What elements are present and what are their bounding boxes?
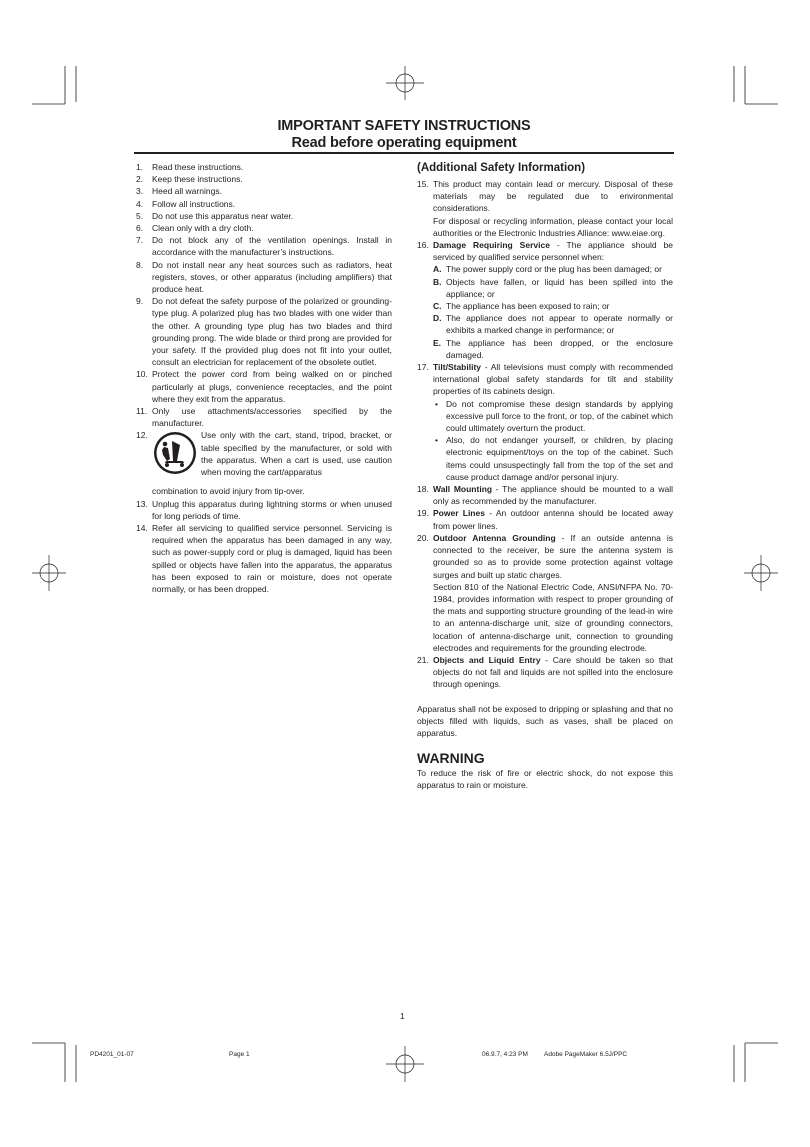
item-text: Do not install near any heat sources such as radiators, heat registers, stoves, or other apparatus (including amplifiers) that produce heat. [152, 259, 392, 295]
page-title: IMPORTANT SAFETY INSTRUCTIONS [277, 118, 531, 134]
sub-item-text: Objects have fallen, or liquid has been spilled into the appliance; or [446, 276, 673, 299]
item-number: 3. [136, 186, 144, 197]
instruction-item [136, 405, 392, 429]
registration-mark-left [32, 555, 66, 591]
sub-item-letter: E. [433, 337, 442, 348]
item-label: Objects and Liquid Entry [433, 654, 541, 665]
sub-item-text: The appliance has been exposed to rain; or [446, 301, 610, 312]
item-number: 7. [136, 235, 144, 246]
instruction-item [136, 498, 392, 522]
item-number: 16. [417, 240, 429, 251]
sub-item-text: The power supply cord or the plug has been damaged; or [446, 264, 662, 275]
item-number: 9. [136, 296, 144, 307]
registration-mark-top [386, 66, 424, 100]
instruction-item [136, 234, 392, 258]
bullet-item [433, 434, 673, 483]
item-text-disposal: For disposal or recycling information, please contact your local authorities or the Electronic Industries Alliance: www.eiae.org. [433, 215, 673, 238]
item-number: 10. [136, 369, 148, 380]
item-text: - Care should be taken so that objects do not fall and liquids are not spilled into the enclosure through openings. [433, 654, 673, 690]
item-number: 8. [136, 259, 144, 270]
sub-item-text: The appliance has been dropped, or the enclosure damaged. [446, 337, 673, 360]
instruction-item [136, 198, 392, 210]
item-number: 5. [136, 210, 144, 221]
bullet-list [433, 398, 673, 483]
registration-mark-right [744, 555, 778, 591]
cart-warning-item [136, 429, 392, 485]
item-number: 19. [417, 508, 429, 519]
item-number: 17. [417, 362, 429, 373]
item-text: - The appliance should be mounted to a wall only as recommended by the manufacturer. [433, 484, 673, 507]
item-number: 12. [136, 430, 148, 441]
item-label: Damage Requiring Service [433, 240, 550, 251]
instruction-item-16 [417, 239, 673, 361]
item-text: - An outdoor antenna should be located away from power lines. [433, 508, 673, 531]
bullet-item [433, 398, 673, 435]
item-text-nec: Section 810 of the National Electric Code, ANSI/NFPA No. 70- 1984, provides information with respect to proper grounding of the mats and supporting structure grounding of the lead-in wire to an antenna-discharge unit, size of grounding connectors, location of antenna-discharge unit, connection to grounding electrodes and requirements for the grounding electrode. [433, 581, 673, 653]
page-subtitle: Read before operating equipment [291, 135, 517, 151]
header-rule [134, 152, 674, 154]
warning-text: To reduce the risk of fire or electric shock, do not expose this apparatus to rain or moisture. [417, 768, 673, 791]
apparatus-note: Apparatus shall not be exposed to dripping or splashing and that no objects filled with liquids, such as vases, shall be placed on apparatus. [417, 703, 673, 738]
instruction-item [136, 368, 392, 405]
bullet-text: Also, do not endanger yourself, or children, by placing electronic equipment/toys on the top of the cabinet. Such items could unsuspectingly fall from the top of the set and cause product damage and/or personal injury. [446, 435, 673, 482]
instruction-item-15 [417, 178, 673, 239]
item-text: Heed all warnings. [152, 186, 222, 197]
left-column [136, 161, 392, 595]
bullet-icon: • [435, 435, 438, 446]
instruction-item-18 [417, 483, 673, 507]
instruction-item-17 [417, 361, 673, 483]
warning-title: WARNING [417, 750, 485, 767]
item-number: 4. [136, 198, 144, 209]
instruction-item [136, 259, 392, 296]
item-text: Keep these instructions. [152, 174, 243, 185]
instruction-item [136, 161, 392, 173]
item-number: 13. [136, 498, 148, 509]
item-label: Outdoor Antenna Grounding [433, 532, 556, 543]
footer-date: 06.9.7, 4:23 PM [482, 1051, 528, 1058]
footer-file: PD4201_01-07 [90, 1051, 134, 1058]
item-text: Do not defeat the safety purpose of the polarized or grounding-type plug. A polarized plug has two blades with one wider than the other. A grounding type plug has two blades and third grounding prong. The wide blade or third prong are provided for your safety. If the provided plug does not fit into your outlet, consult an electrician for replacement of the obsolete outlet. [152, 296, 392, 368]
instruction-item-19 [417, 507, 673, 531]
sub-item [433, 263, 673, 275]
item-number: 21. [417, 654, 429, 665]
instruction-item [136, 173, 392, 185]
page-number: 1 [400, 1011, 405, 1021]
item-text: - The appliance should be serviced by qualified service personnel when: [433, 240, 673, 263]
item-label: Tilt/Stability [433, 362, 482, 373]
item-text: Read these instructions. [152, 162, 244, 172]
item-number: 6. [136, 223, 144, 234]
sub-item [433, 276, 673, 300]
sub-item-letter: D. [433, 313, 442, 324]
item-text: Refer all servicing to qualified service personnel. Servicing is required when the apparatus has been damaged in any way, such as power-supply cord or plug is damaged, liquid has been spilled or objects have fallen into the apparatus, the apparatus has been exposed to rain or moisture, does not operate normally, or has been dropped. [152, 523, 392, 595]
instruction-item [136, 210, 392, 222]
instruction-list [136, 161, 392, 429]
item-number: 1. [136, 162, 144, 172]
instruction-item-20 [417, 532, 673, 654]
item-text-continued: combination to avoid injury from tip-over. [152, 486, 305, 497]
instruction-item [136, 222, 392, 234]
instruction-item [136, 185, 392, 197]
instruction-item [136, 295, 392, 368]
sub-item-letter: C. [433, 301, 442, 312]
right-column [417, 161, 673, 792]
item-number: 20. [417, 532, 429, 543]
sub-item-list [433, 263, 673, 361]
footer-page: Page 1 [229, 1051, 250, 1058]
item-text: Do not use this apparatus near water. [152, 210, 294, 221]
section-title: (Additional Safety Information) [417, 162, 586, 174]
sub-item [433, 300, 673, 312]
sub-item [433, 337, 673, 361]
bullet-text: Do not compromise these design standards by applying excessive pull force to the front, or top, of the cabinet which could ultimately overturn the product. [446, 398, 673, 434]
sub-item-letter: A. [433, 264, 442, 275]
sub-item [433, 312, 673, 336]
item-text: Do not block any of the ventilation openings. Install in accordance with the manufacturer’s instructions. [152, 235, 392, 258]
item-label: Power Lines [433, 508, 485, 519]
item-text: Follow all instructions. [152, 198, 236, 209]
registration-mark-bottom [386, 1046, 424, 1082]
item-text: Use only with the cart, stand, tripod, bracket, or table specified by the manufacturer, or sold with the apparatus. When a cart is used, use caution when moving the cart/apparatus [201, 430, 392, 478]
item-text: Clean only with a dry cloth. [152, 223, 254, 234]
item-number: 11. [136, 406, 148, 417]
item-text: Unplug this apparatus during lightning storms or when unused for long periods of time. [152, 498, 392, 521]
instruction-list-continued [136, 498, 392, 596]
bullet-icon: • [435, 398, 438, 409]
item-number: 15. [417, 179, 429, 189]
cart-tip-over-warning-icon [153, 431, 197, 475]
footer-app: Adobe PageMaker 6.5J/PPC [544, 1051, 628, 1058]
item-text: - If an outside antenna is connected to the receiver, be sure the antenna system is grounded so as to provide some protection against voltage surges and built up static charges. [433, 532, 673, 580]
instruction-item-21 [417, 654, 673, 691]
item-number: 14. [136, 523, 148, 534]
item-number: 18. [417, 484, 429, 495]
item-text: This product may contain lead or mercury. Disposal of these materials may be regulated due to environmental considerations. [433, 179, 673, 214]
sub-item-text: The appliance does not appear to operate normally or exhibits a marked change in performance; or [446, 313, 673, 336]
item-text: Only use attachments/accessories specified by the manufacturer. [152, 406, 392, 429]
sub-item-letter: B. [433, 276, 442, 287]
item-label: Wall Mounting [433, 484, 493, 495]
instruction-item [136, 522, 392, 595]
item-number: 2. [136, 174, 144, 185]
item-text: - All televisions must comply with recommended international global safety standards for tilt and stability properties of its cabinets design. [433, 362, 673, 397]
page-header [134, 118, 674, 152]
item-text: Protect the power cord from being walked on or pinched particularly at plugs, convenience receptacles, and the point where they exit from the apparatus. [152, 369, 392, 404]
